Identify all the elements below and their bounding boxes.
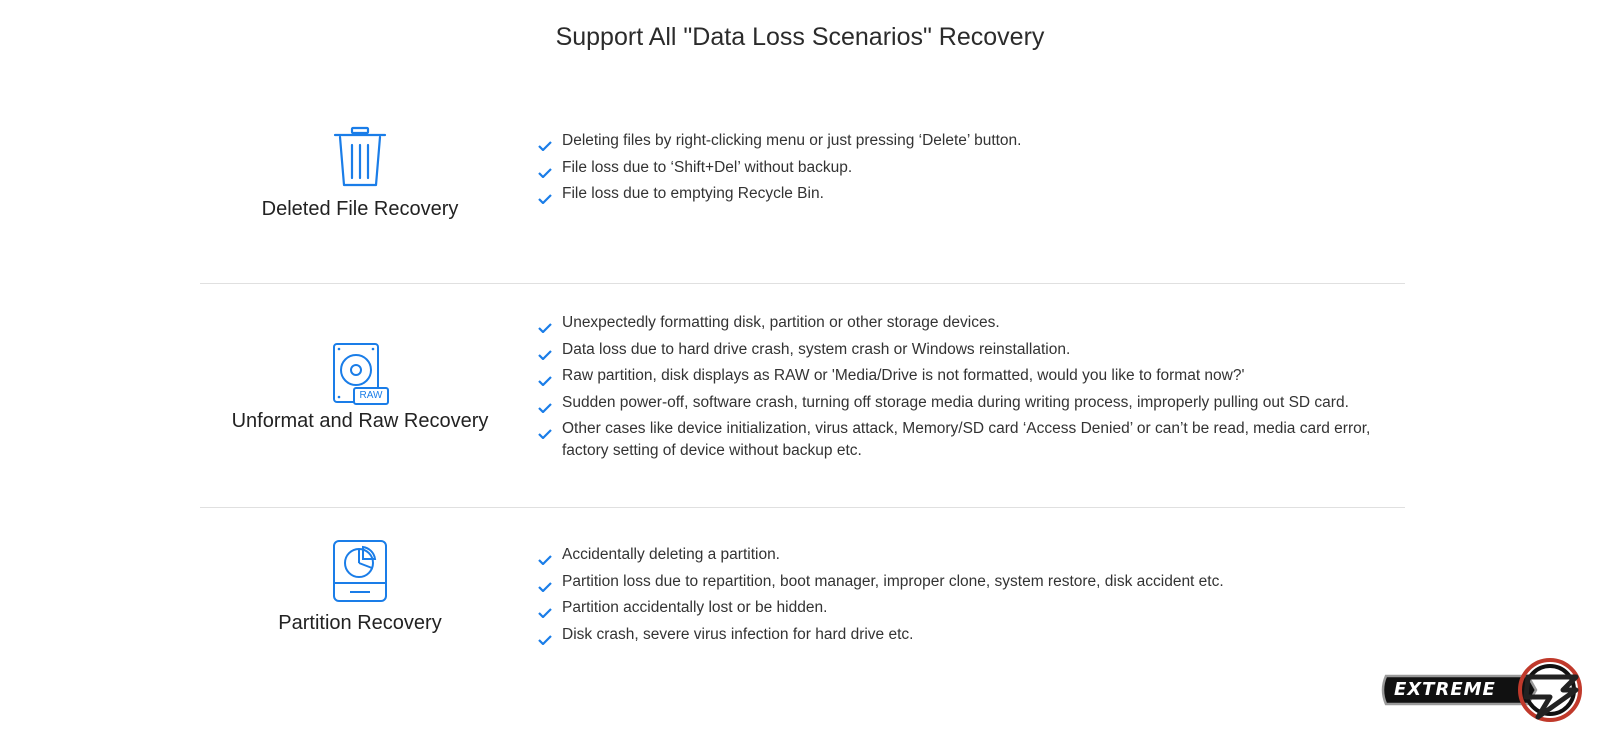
list-item: Unexpectedly formatting disk, partition or other storage devices. xyxy=(538,312,1398,334)
list-item: Other cases like device initialization, virus attack, Memory/SD card ‘Access Denied’ or can’t be read, media card error, factory setting of device without backup etc. xyxy=(538,418,1398,462)
list-item: Disk crash, severe virus infection for hard drive etc. xyxy=(538,624,1398,646)
partition-drive-icon xyxy=(330,539,390,603)
check-icon xyxy=(538,136,552,146)
check-icon xyxy=(538,345,552,355)
list-item: Data loss due to hard drive crash, system crash or Windows reinstallation. xyxy=(538,339,1398,361)
section-deleted-file-recovery xyxy=(200,110,1405,270)
trash-icon xyxy=(330,126,390,190)
list-item: Raw partition, disk displays as RAW or 'Media/Drive is not formatted, would you like to format now?' xyxy=(538,365,1398,387)
logo-text: EXTREME xyxy=(1394,679,1496,700)
list-item: File loss due to emptying Recycle Bin. xyxy=(538,183,1398,205)
check-icon xyxy=(538,398,552,408)
list-item: Partition accidentally lost or be hidden. xyxy=(538,597,1398,619)
check-icon xyxy=(538,163,552,173)
feature-list xyxy=(538,130,1398,210)
section-title: Deleted File Recovery xyxy=(261,198,459,220)
check-icon xyxy=(538,630,552,640)
check-icon xyxy=(538,318,552,328)
list-item: Sudden power-off, software crash, turning off storage media during writing process, improperly pulling out SD card. xyxy=(538,392,1398,414)
list-item: Deleting files by right-clicking menu or just pressing ‘Delete’ button. xyxy=(538,130,1398,152)
list-item: File loss due to ‘Shift+Del’ without backup. xyxy=(538,157,1398,179)
raw-badge-label: RAW xyxy=(359,390,383,401)
check-icon xyxy=(538,577,552,587)
check-icon xyxy=(538,189,552,199)
feature-list xyxy=(538,312,1398,467)
list-item: Accidentally deleting a partition. xyxy=(538,544,1398,566)
check-icon xyxy=(538,550,552,560)
check-icon xyxy=(538,424,552,434)
extreme-logo xyxy=(1378,655,1583,725)
list-item: Partition loss due to repartition, boot manager, improper clone, system restore, disk accident etc. xyxy=(538,571,1398,593)
check-icon xyxy=(538,603,552,613)
raw-drive-icon xyxy=(330,342,390,406)
check-icon xyxy=(538,371,552,381)
page-title: Support All "Data Loss Scenarios" Recovery xyxy=(555,23,1045,51)
section-divider xyxy=(200,283,1405,284)
section-title: Unformat and Raw Recovery xyxy=(231,410,489,432)
section-partition-recovery xyxy=(200,515,1405,665)
section-divider xyxy=(200,507,1405,508)
feature-list xyxy=(538,544,1398,650)
section-title: Partition Recovery xyxy=(278,612,442,634)
section-unformat-raw-recovery xyxy=(200,290,1405,495)
